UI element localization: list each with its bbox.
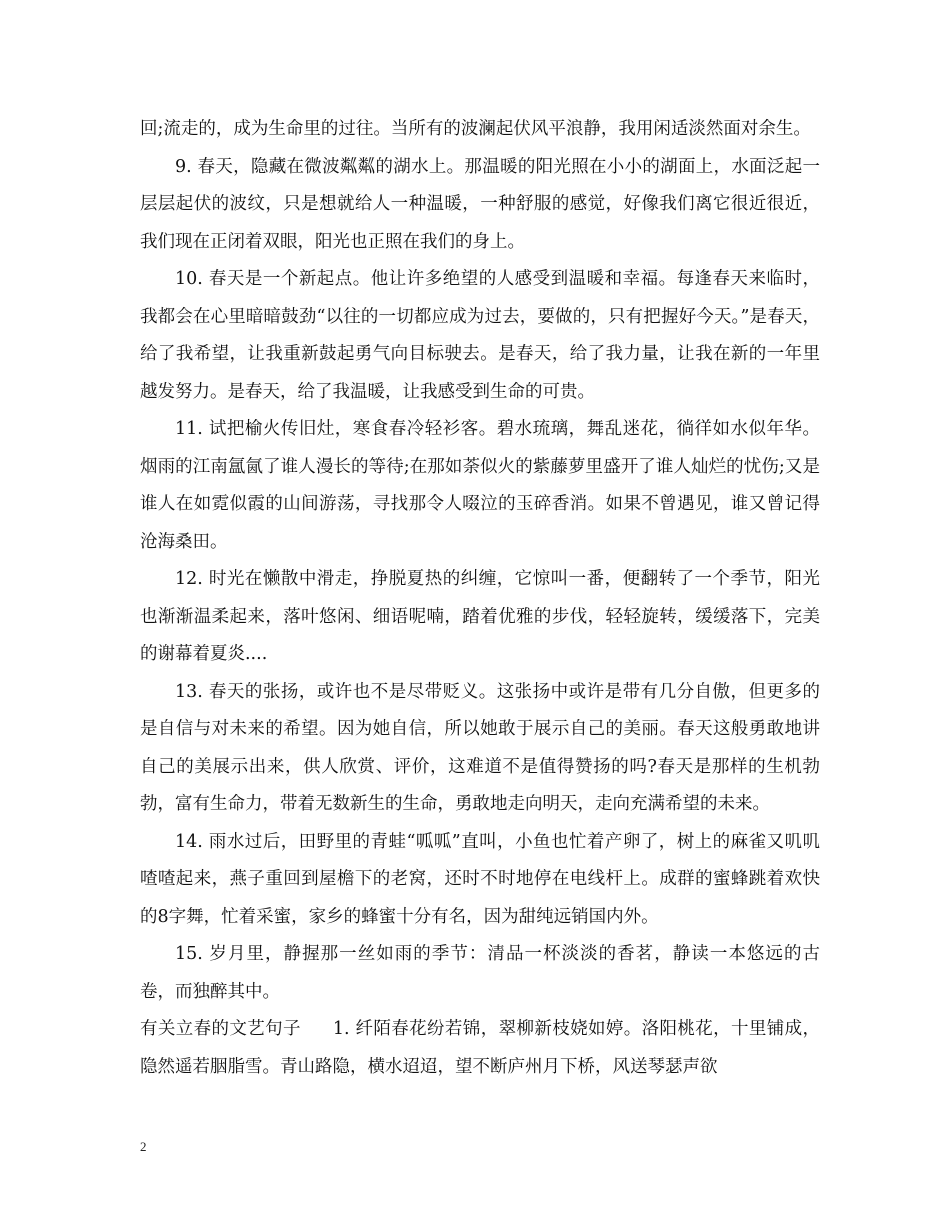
list-item-13: 13. 春天的张扬，或许也不是尽带贬义。这张扬中或许是带有几分自傲，但更多的是自信与对未来的希望。因为她自信，所以她敢于展示自己的美丽。春天这般勇敢地讲自己的美展示出来，供人欣赏、评价，这难道不是值得赞扬的吗?春天是那样的生机勃勃，富有生命力，带着无数新生的生命，勇敢地走向明天，走向充满希望的未来。 (140, 681, 820, 814)
list-item-15: 15. 岁月里，静握那一丝如雨的季节：清品一杯淡淡的香茗，静读一本悠远的古卷，而独醉其中。 (140, 944, 820, 1002)
section-first-item: 1. 纤陌春花纷若锦，翠柳新枝娆如婷。洛阳桃花，十里铺成，隐然遥若胭脂雪。青山路隐，横水迢迢，望不断庐州月下桥，风送琴瑟声欲 (140, 1019, 820, 1077)
paragraph-continuation: 回;流走的，成为生命里的过往。当所有的波澜起伏风平浪静，我用闲适淡然面对余生。 (140, 119, 811, 139)
list-item-12: 12. 时光在懒散中滑走，挣脱夏热的纠缠，它惊叫一番，便翻转了一个季节，阳光也渐渐温柔起来，落叶悠闲、细语呢喃，踏着优雅的步伐，轻轻旋转，缓缓落下，完美的谢幕着夏炎.... (140, 569, 820, 664)
section-heading: 有关立春的文艺句子 (140, 1019, 301, 1039)
list-item-14: 14. 雨水过后，田野里的青蛙“呱呱”直叫，小鱼也忙着产卵了，树上的麻雀又叽叽喳喳起来，燕子重回到屋檐下的老窝，还时不时地停在电线杆上。成群的蜜蜂跳着欢快的8字舞，忙着采蜜，家乡的蜂蜜十分有名，因为甜纯远销国内外。 (140, 831, 820, 927)
list-item-10: 10. 春天是一个新起点。他让许多绝望的人感受到温暖和幸福。每逢春天来临时，我都会在心里暗暗鼓劲“以往的一切都应成为过去，要做的，只有把握好今天。”是春天，给了我希望，让我重新鼓起勇气向目标驶去。是春天，给了我力量，让我在新的一年里越发努力。是春天，给了我温暖，让我感受到生命的可贵。 (140, 269, 820, 402)
list-item-11: 11. 试把榆火传旧灶，寒食春冷轻衫客。碧水琉璃，舞乱迷花，徜徉如水似年华。烟雨的江南氲氤了谁人漫长的等待;在那如荼似火的紫藤萝里盛开了谁人灿烂的忧伤;又是谁人在如霓似霞的山间游荡，寻找那令人啜泣的玉碎香消。如果不曾遇见，谁又曾记得沧海桑田。 (140, 419, 820, 552)
list-item-9: 9. 春天，隐藏在微波粼粼的湖水上。那温暖的阳光照在小小的湖面上，水面泛起一层层起伏的波纹，只是想就给人一种温暖，一种舒服的感觉，好像我们离它很近很近，我们现在正闭着双眼，阳光也正照在我们的身上。 (140, 156, 820, 252)
body-text (140, 111, 820, 1086)
section-start (140, 1011, 820, 1086)
page-number: 2 (140, 1139, 147, 1154)
